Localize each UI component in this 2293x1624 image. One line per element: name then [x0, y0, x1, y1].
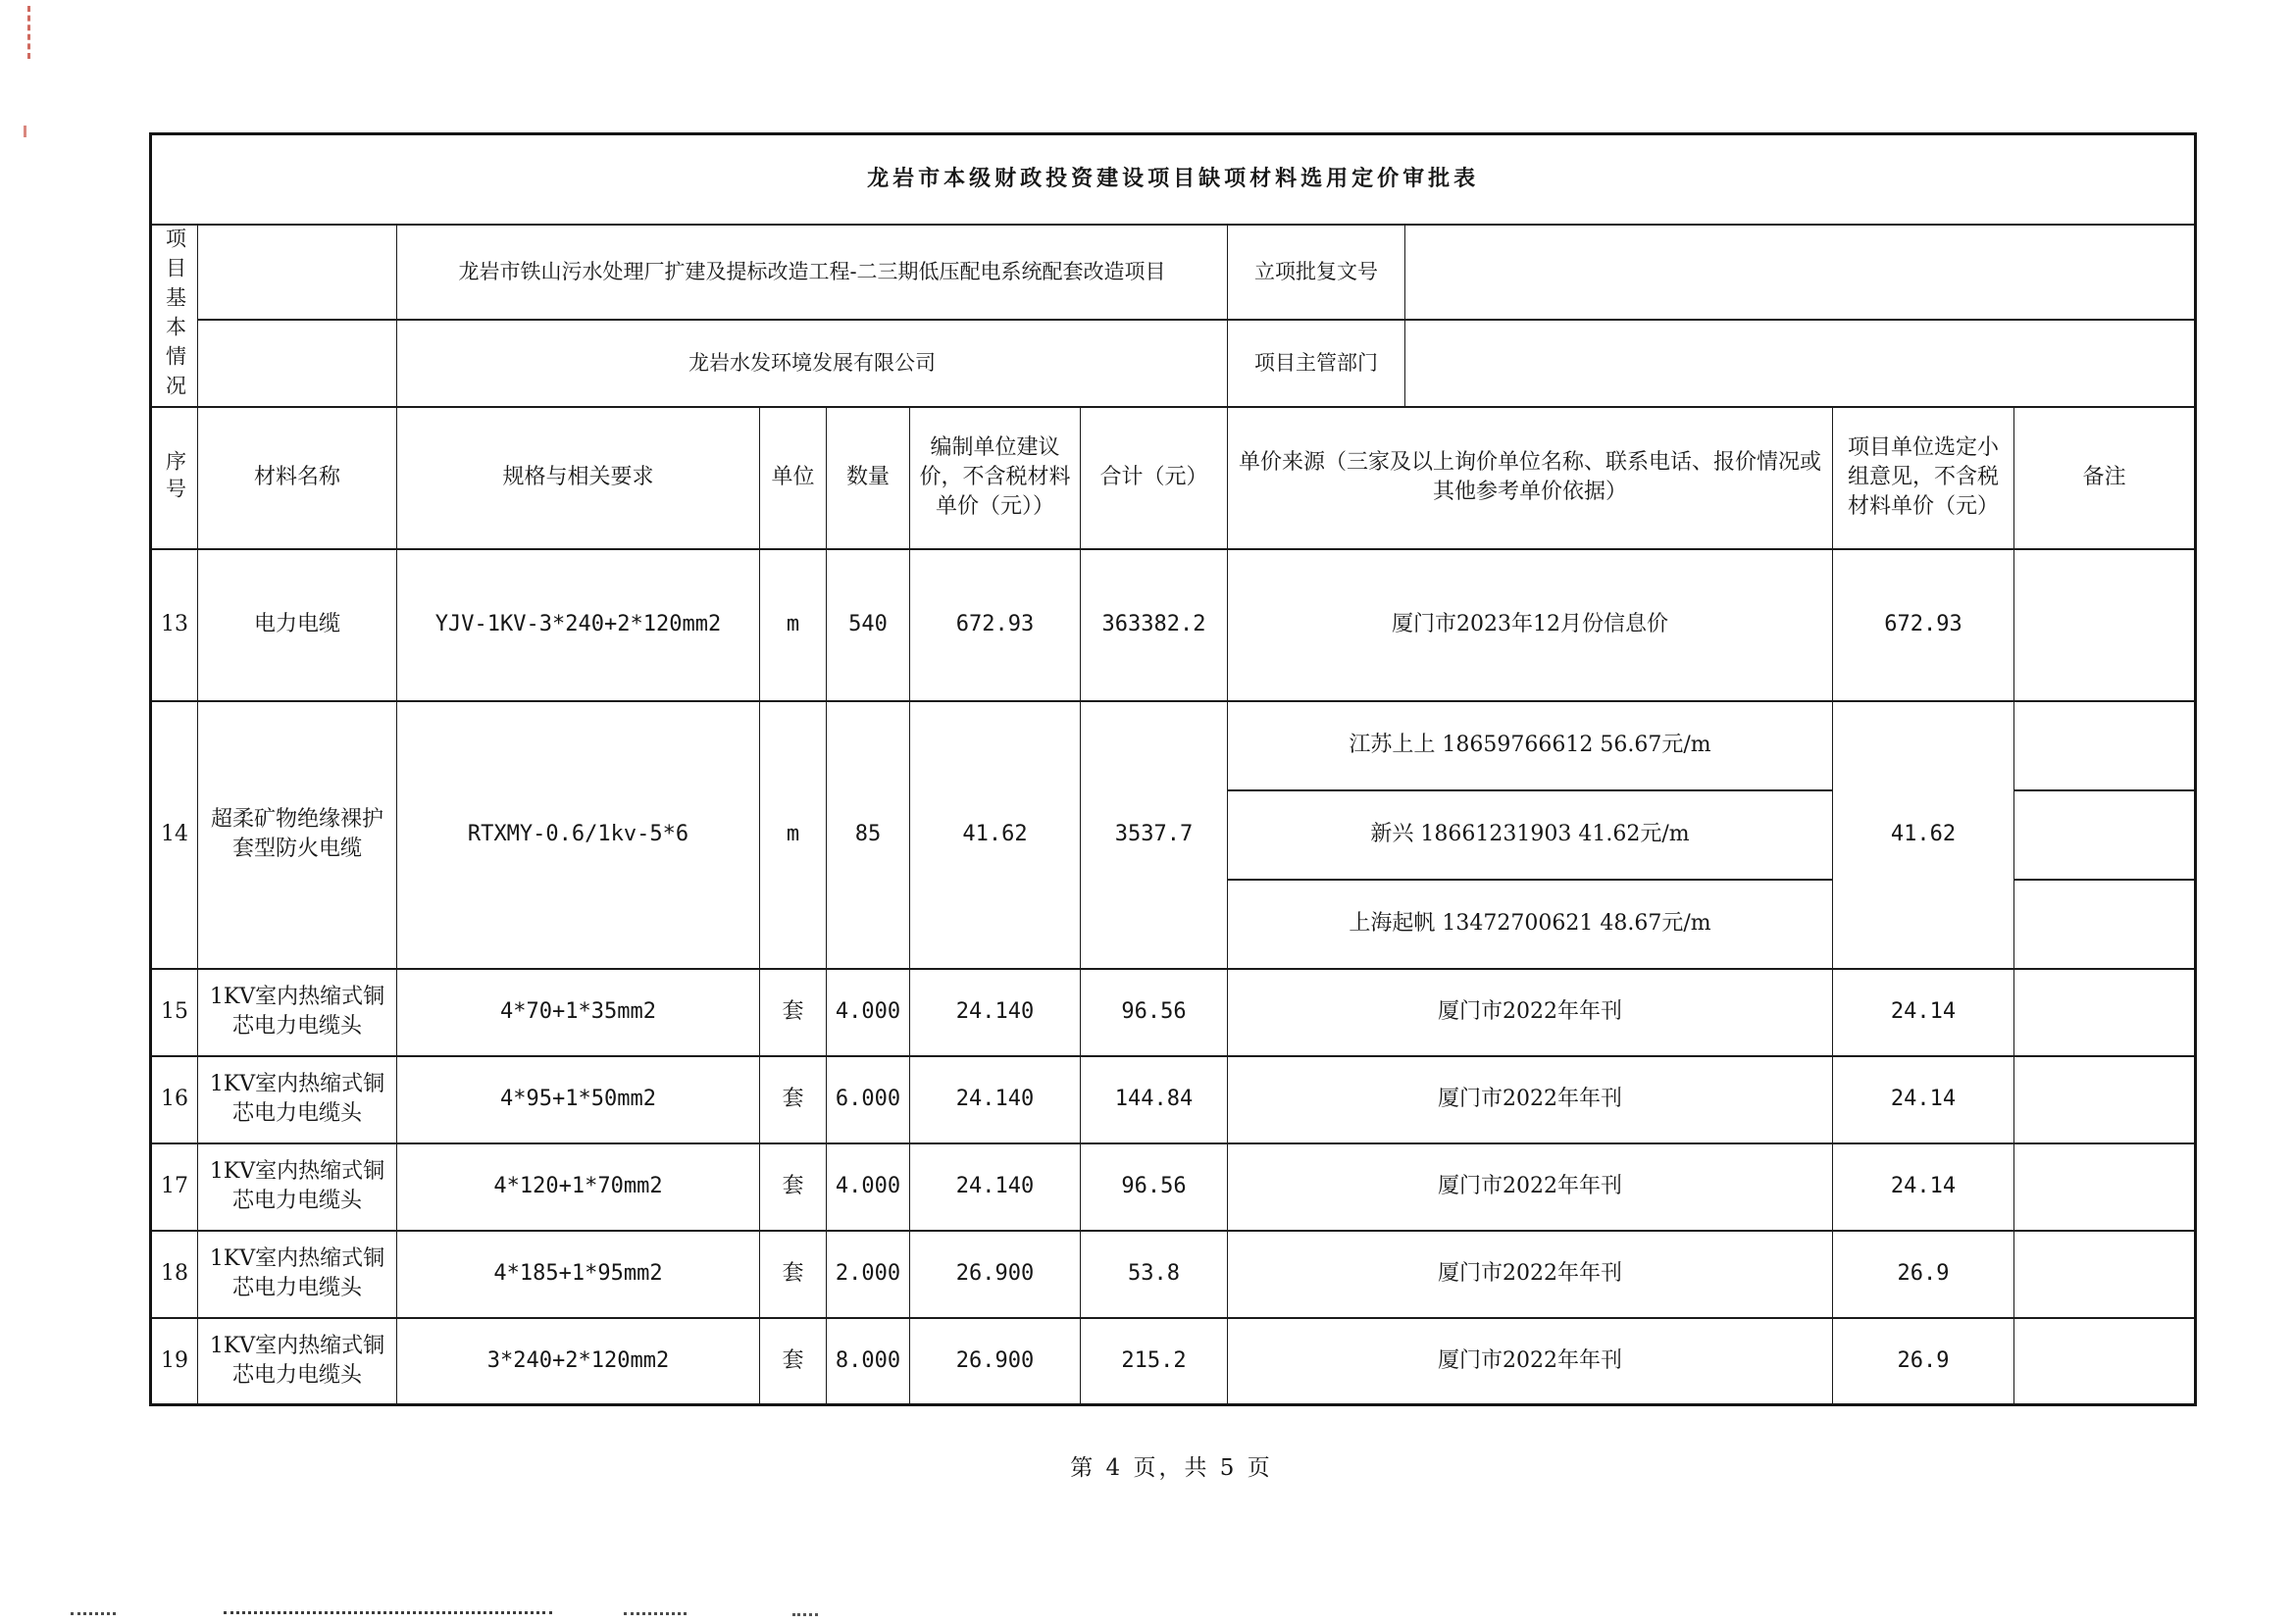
cell-spec: 3*240+2*120mm2	[397, 1318, 760, 1405]
table-row-15	[151, 969, 2196, 1056]
cell-total: 215.2	[1081, 1318, 1228, 1405]
cell-no: 15	[151, 969, 198, 1056]
cell-spec: 4*120+1*70mm2	[397, 1143, 760, 1231]
cell-suggested-price: 41.62	[910, 701, 1081, 969]
project-info-blank-cell-1	[198, 225, 397, 320]
cell-quote-3: 上海起帆 13472700621 48.67元/m	[1228, 880, 1833, 969]
cell-suggested-price: 672.93	[910, 549, 1081, 701]
cell-spec: 4*185+1*95mm2	[397, 1231, 760, 1318]
competent-dept-label: 项目主管部门	[1228, 320, 1405, 407]
scan-artifact-bottom-dots	[624, 1612, 687, 1615]
project-info-blank-cell-2	[198, 320, 397, 407]
cell-price-source: 厦门市2022年年刊	[1228, 969, 1833, 1056]
cell-selected-price: 24.14	[1833, 1143, 2014, 1231]
table-row-19	[151, 1318, 2196, 1405]
cell-unit: 套	[760, 1318, 827, 1405]
cell-qty: 85	[827, 701, 910, 969]
cell-material-name: 电力电缆	[198, 549, 397, 701]
header-price-source: 单价来源（三家及以上询价单位名称、联系电话、报价情况或其他参考单价依据）	[1228, 407, 1833, 549]
cell-no: 14	[151, 701, 198, 969]
cell-total: 363382.2	[1081, 549, 1228, 701]
cell-unit: m	[760, 549, 827, 701]
cell-material-name: 1KV室内热缩式铜芯电力电缆头	[198, 1143, 397, 1231]
cell-selected-price: 672.93	[1833, 549, 2014, 701]
project-info-vertical-text: 项目基本情况	[163, 227, 187, 404]
cell-total: 96.56	[1081, 969, 1228, 1056]
header-unit: 单位	[760, 407, 827, 549]
cell-unit: m	[760, 701, 827, 969]
cell-quote-2: 新兴 18661231903 41.62元/m	[1228, 790, 1833, 880]
table-row-13	[151, 549, 2196, 701]
cell-material-name: 超柔矿物绝缘裸护套型防火电缆	[198, 701, 397, 969]
cell-qty: 2.000	[827, 1231, 910, 1318]
cell-remark	[2014, 969, 2196, 1056]
table-row-14	[151, 701, 2196, 790]
cell-remark-3	[2014, 880, 2196, 969]
table-row-18	[151, 1231, 2196, 1318]
cell-suggested-price: 26.900	[910, 1318, 1081, 1405]
header-remark: 备注	[2014, 407, 2196, 549]
cell-selected-price: 41.62	[1833, 701, 2014, 969]
cell-qty: 540	[827, 549, 910, 701]
cell-price-source: 厦门市2022年年刊	[1228, 1231, 1833, 1318]
table-row-16	[151, 1056, 2196, 1143]
cell-unit: 套	[760, 1231, 827, 1318]
cell-price-source: 厦门市2022年年刊	[1228, 1143, 1833, 1231]
cell-qty: 6.000	[827, 1056, 910, 1143]
form-title: 龙岩市本级财政投资建设项目缺项材料选用定价审批表	[151, 134, 2196, 225]
cell-total: 96.56	[1081, 1143, 1228, 1231]
page-number-footer: 第 4 页，共 5 页	[1070, 1455, 1273, 1481]
cell-suggested-price: 24.140	[910, 1143, 1081, 1231]
cell-total: 53.8	[1081, 1231, 1228, 1318]
cell-no: 18	[151, 1231, 198, 1318]
cell-spec: 4*95+1*50mm2	[397, 1056, 760, 1143]
competent-dept-value	[1405, 320, 2196, 407]
project-info-section-label	[151, 225, 198, 407]
cell-remark	[2014, 1231, 2196, 1318]
cell-remark	[2014, 1143, 2196, 1231]
cell-no: 19	[151, 1318, 198, 1405]
cell-qty: 4.000	[827, 1143, 910, 1231]
cell-unit: 套	[760, 969, 827, 1056]
cell-suggested-price: 24.140	[910, 1056, 1081, 1143]
header-suggested-price: 编制单位建议价，不含税材料单价（元））	[910, 407, 1081, 549]
cell-spec: RTXMY-0.6/1kv-5*6	[397, 701, 760, 969]
header-spec: 规格与相关要求	[397, 407, 760, 549]
header-no: 序号	[151, 407, 198, 549]
cell-no: 16	[151, 1056, 198, 1143]
project-company-cell: 龙岩水发环境发展有限公司	[397, 320, 1228, 407]
cell-material-name: 1KV室内热缩式铜芯电力电缆头	[198, 969, 397, 1056]
cell-no: 17	[151, 1143, 198, 1231]
header-material-name: 材料名称	[198, 407, 397, 549]
cell-total: 3537.7	[1081, 701, 1228, 969]
cell-suggested-price: 24.140	[910, 969, 1081, 1056]
header-selected-price: 项目单位选定小组意见，不含税材料单价（元）	[1833, 407, 2014, 549]
cell-no: 13	[151, 549, 198, 701]
cell-price-source: 厦门市2023年12月份信息价	[1228, 549, 1833, 701]
cell-total: 144.84	[1081, 1056, 1228, 1143]
cell-selected-price: 24.14	[1833, 1056, 2014, 1143]
cell-selected-price: 26.9	[1833, 1318, 2014, 1405]
approval-table	[149, 132, 2197, 1406]
header-qty: 数量	[827, 407, 910, 549]
cell-qty: 4.000	[827, 969, 910, 1056]
cell-qty: 8.000	[827, 1318, 910, 1405]
header-total: 合计（元）	[1081, 407, 1228, 549]
cell-spec: 4*70+1*35mm2	[397, 969, 760, 1056]
cell-suggested-price: 26.900	[910, 1231, 1081, 1318]
cell-price-source: 厦门市2022年年刊	[1228, 1056, 1833, 1143]
cell-spec: YJV-1KV-3*240+2*120mm2	[397, 549, 760, 701]
cell-selected-price: 24.14	[1833, 969, 2014, 1056]
cell-remark-2	[2014, 790, 2196, 880]
cell-remark	[2014, 549, 2196, 701]
scan-artifact-bottom-dots	[71, 1612, 116, 1615]
cell-price-source: 厦门市2022年年刊	[1228, 1318, 1833, 1405]
scan-artifact-bottom-dots	[792, 1613, 818, 1616]
cell-material-name: 1KV室内热缩式铜芯电力电缆头	[198, 1231, 397, 1318]
cell-remark	[2014, 1318, 2196, 1405]
scan-artifact-red-dash-small	[24, 126, 26, 137]
approval-doc-no-label: 立项批复文号	[1228, 225, 1405, 320]
scan-artifact-bottom-dots	[224, 1611, 552, 1614]
cell-quote-1: 江苏上上 18659766612 56.67元/m	[1228, 701, 1833, 790]
cell-remark-1	[2014, 701, 2196, 790]
cell-selected-price: 26.9	[1833, 1231, 2014, 1318]
project-name-cell: 龙岩市铁山污水处理厂扩建及提标改造工程-二三期低压配电系统配套改造项目	[397, 225, 1228, 320]
cell-unit: 套	[760, 1056, 827, 1143]
table-row-17	[151, 1143, 2196, 1231]
cell-material-name: 1KV室内热缩式铜芯电力电缆头	[198, 1318, 397, 1405]
cell-remark	[2014, 1056, 2196, 1143]
cell-unit: 套	[760, 1143, 827, 1231]
cell-material-name: 1KV室内热缩式铜芯电力电缆头	[198, 1056, 397, 1143]
scan-artifact-red-dash	[27, 6, 30, 59]
approval-doc-no-value	[1405, 225, 2196, 320]
